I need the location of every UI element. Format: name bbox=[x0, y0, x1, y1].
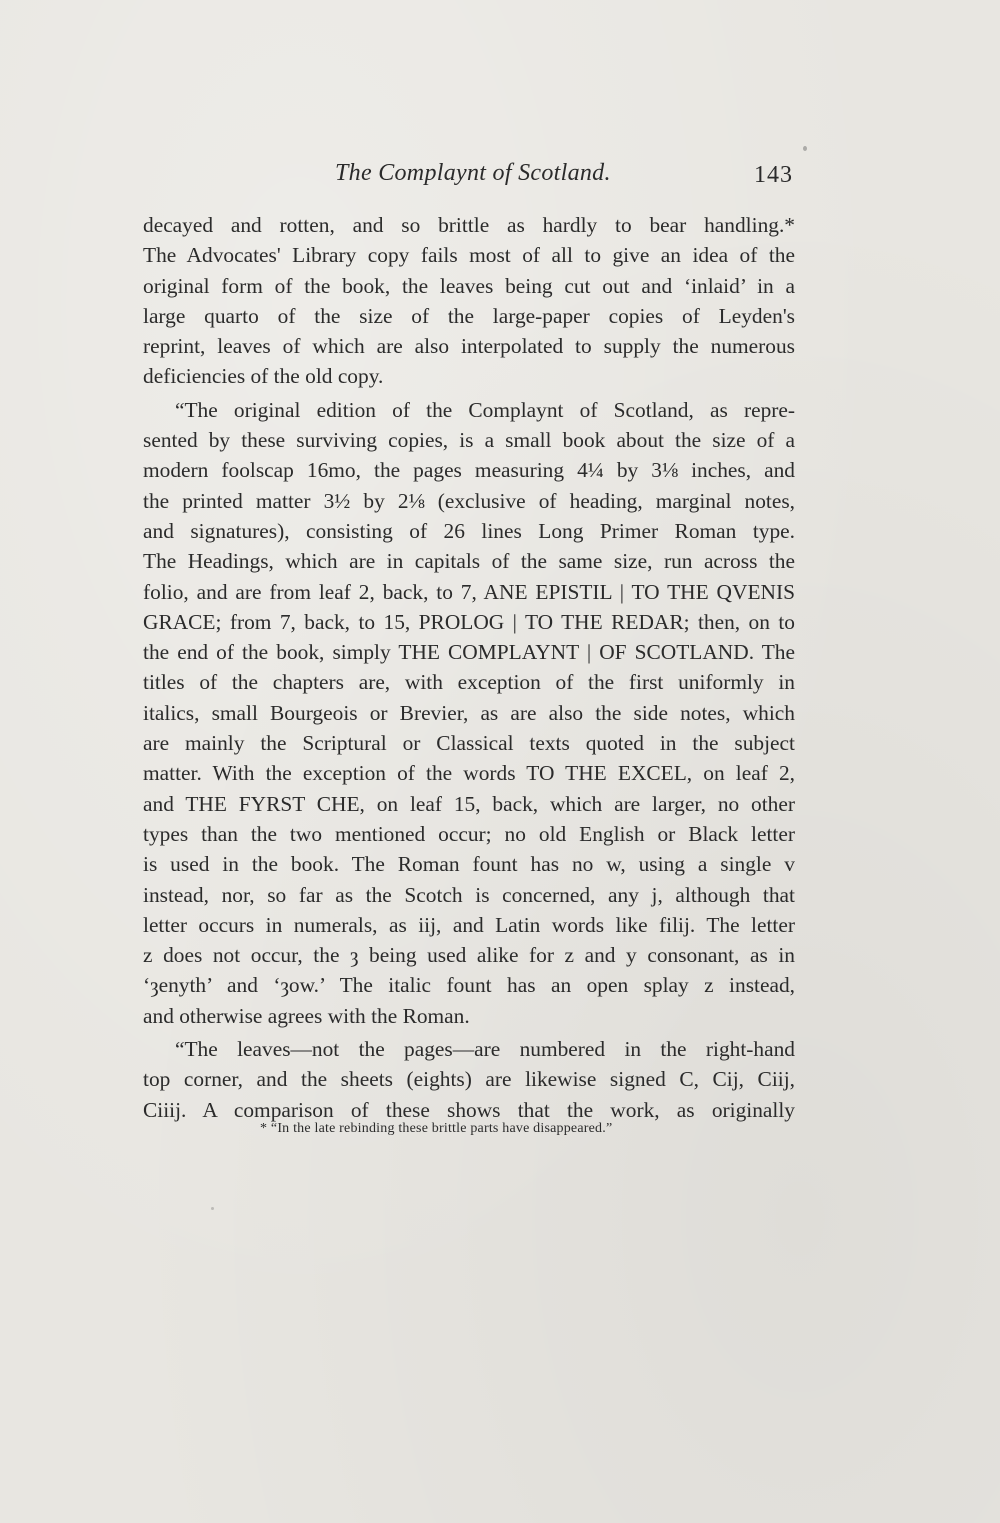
text-line: Ciiij. A comparison of these shows that the work, as originally bbox=[143, 1097, 795, 1122]
text-line: deficiencies of the old copy. bbox=[143, 364, 384, 389]
page-number: 143 bbox=[754, 162, 793, 188]
text-line: “The original edition of the Complaynt of Scotland, as repre- bbox=[175, 397, 795, 422]
footnote: * “In the late rebinding these brittle parts have disappeared.” bbox=[260, 1121, 613, 1136]
text-line: decayed and rotten, and so brittle as hardly to bear handling.* bbox=[143, 213, 795, 237]
text-line: and THE FYRST CHE, on leaf 15, back, which are larger, no other bbox=[143, 791, 795, 816]
running-title: The Complaynt of Scotland. bbox=[335, 160, 611, 186]
ink-speck bbox=[211, 1207, 214, 1210]
text-line: letter occurs in numerals, as iij, and Latin words like filij. The letter bbox=[143, 912, 795, 937]
text-line: italics, small Bourgeois or Brevier, as are also the side notes, which bbox=[143, 700, 795, 725]
text-line: GRACE; from 7, back, to 15, PROLOG | TO THE REDAR; then, on to bbox=[143, 609, 795, 634]
paragraph-2 bbox=[143, 395, 795, 1031]
body-text bbox=[143, 210, 795, 1125]
text-line: reprint, leaves of which are also interpolated to supply the numerous bbox=[143, 334, 795, 359]
text-line: large quarto of the size of the large-paper copies of Leyden's bbox=[143, 303, 795, 328]
text-line: matter. With the exception of the words TO THE EXCEL, on leaf 2, bbox=[143, 761, 795, 786]
text-line: the printed matter 3½ by 2⅛ (exclusive of heading, marginal notes, bbox=[143, 488, 795, 513]
text-line: ‘ȝenyth’ and ‘ȝow.’ The italic fount has an open splay z instead, bbox=[143, 973, 795, 998]
text-line: types than the two mentioned occur; no old English or Black letter bbox=[143, 821, 795, 846]
text-line: the end of the book, simply THE COMPLAYNT | OF SCOTLAND. The bbox=[143, 640, 795, 665]
text-line: and signatures), consisting of 26 lines Long Primer Roman type. bbox=[143, 518, 795, 543]
text-line: instead, nor, so far as the Scotch is concerned, any j, although that bbox=[143, 882, 795, 907]
text-line: and otherwise agrees with the Roman. bbox=[143, 1003, 470, 1028]
running-head bbox=[145, 160, 795, 200]
text-line: folio, and are from leaf 2, back, to 7, ANE EPISTIL | TO THE QVENIS bbox=[143, 579, 795, 604]
text-line: The Headings, which are in capitals of the same size, run across the bbox=[143, 549, 795, 574]
paragraph-3 bbox=[143, 1034, 795, 1125]
text-line: is used in the book. The Roman fount has no w, using a single v bbox=[143, 852, 795, 877]
ink-speck bbox=[803, 146, 807, 151]
text-line: z does not occur, the ȝ being used alike for z and y consonant, as in bbox=[143, 943, 795, 968]
text-line: modern foolscap 16mo, the pages measuring 4¼ by 3⅛ inches, and bbox=[143, 458, 795, 483]
text-line: top corner, and the sheets (eights) are likewise signed C, Cij, Ciij, bbox=[143, 1067, 795, 1092]
text-line: original form of the book, the leaves being cut out and ‘inlaid’ in a bbox=[143, 273, 795, 298]
text-line: The Advocates' Library copy fails most of all to give an idea of the bbox=[143, 243, 795, 268]
text-line: are mainly the Scriptural or Classical texts quoted in the subject bbox=[143, 731, 795, 756]
text-line: “The leaves—not the pages—are numbered in the right-hand bbox=[175, 1037, 795, 1062]
text-line: titles of the chapters are, with exception of the first uniformly in bbox=[143, 670, 795, 695]
paragraph-1 bbox=[143, 210, 795, 392]
text-line: sented by these surviving copies, is a small book about the size of a bbox=[143, 428, 795, 453]
